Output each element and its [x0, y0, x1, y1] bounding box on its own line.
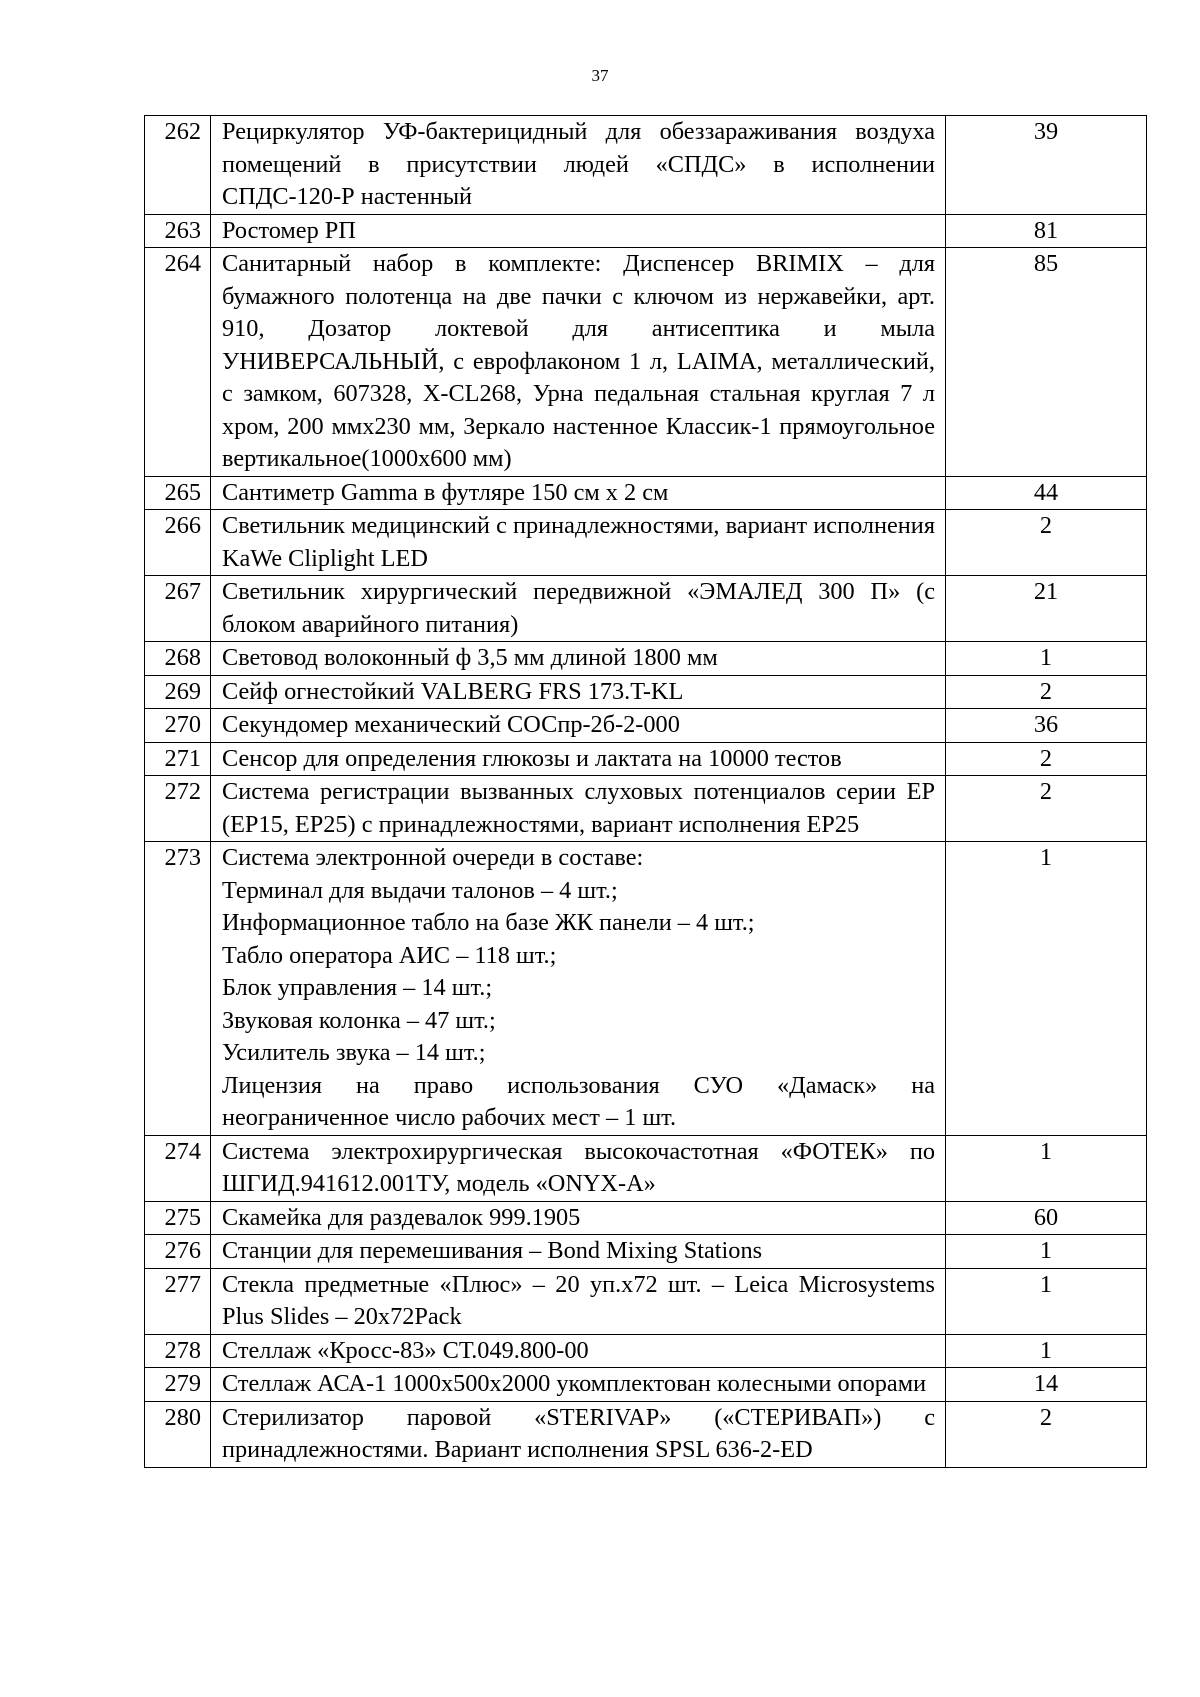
- item-name-line: Стеллаж АСА-1 1000х500х2000 укомплектован колесными опорами: [222, 1370, 927, 1397]
- item-name: [211, 214, 946, 248]
- item-name-line: Сейф огнестойкий VALBERG FRS 173.T-KL: [222, 677, 684, 705]
- row-number: 264: [145, 248, 211, 477]
- equipment-table-body: [145, 116, 1147, 1468]
- item-name: [211, 675, 946, 709]
- table-row: [145, 510, 1147, 576]
- item-quantity: 1: [946, 1268, 1147, 1334]
- item-quantity: 39: [946, 116, 1147, 215]
- item-name: [211, 1268, 946, 1334]
- item-name-line: Светильник хирургический передвижной «ЭМАЛЕД 300 П» (с блоком аварийного питания): [222, 578, 935, 638]
- table-row: [145, 642, 1147, 676]
- item-quantity: 21: [946, 576, 1147, 642]
- item-name: [211, 1201, 946, 1235]
- item-name-line: Звуковая колонка – 47 шт.;: [222, 1006, 496, 1034]
- item-name: [211, 1368, 946, 1402]
- row-number: 274: [145, 1135, 211, 1201]
- item-quantity: 81: [946, 214, 1147, 248]
- item-quantity: 1: [946, 1334, 1147, 1368]
- item-quantity: 1: [946, 1135, 1147, 1201]
- item-name-line: Станции для перемешивания – Bond Mixing Stations: [222, 1237, 763, 1264]
- item-name: [211, 842, 946, 1136]
- row-number: 273: [145, 842, 211, 1136]
- item-name: [211, 1235, 946, 1269]
- table-row: [145, 742, 1147, 776]
- item-quantity: 2: [946, 1401, 1147, 1467]
- item-name-line: Ростомер РП: [222, 216, 356, 244]
- table-row: [145, 1401, 1147, 1467]
- table-row: [145, 1201, 1147, 1235]
- item-name: [211, 1401, 946, 1467]
- item-name-line: Скамейка для раздевалок 999.1905: [222, 1203, 581, 1231]
- item-name: [211, 742, 946, 776]
- item-name-line: Система регистрации вызванных слуховых потенциалов серии EP (EP15, EP25) с принадлежностями, вариант исполнения EP25: [222, 778, 935, 838]
- item-name: [211, 1135, 946, 1201]
- item-quantity: 14: [946, 1368, 1147, 1402]
- item-name: [211, 776, 946, 842]
- item-name: [211, 510, 946, 576]
- table-row: [145, 116, 1147, 215]
- table-row: [145, 248, 1147, 477]
- item-name-line: Блок управления – 14 шт.;: [222, 974, 493, 1001]
- row-number: 267: [145, 576, 211, 642]
- row-number: 279: [145, 1368, 211, 1402]
- item-quantity: 85: [946, 248, 1147, 477]
- row-number: 280: [145, 1401, 211, 1467]
- item-name-line: Терминал для выдачи талонов – 4 шт.;: [222, 876, 618, 904]
- row-number: 278: [145, 1334, 211, 1368]
- table-row: [145, 675, 1147, 709]
- table-row: [145, 842, 1147, 1136]
- row-number: 262: [145, 116, 211, 215]
- item-quantity: 1: [946, 642, 1147, 676]
- page-number: 37: [591, 66, 609, 85]
- row-number: 265: [145, 476, 211, 510]
- item-quantity: 60: [946, 1201, 1147, 1235]
- row-number: 266: [145, 510, 211, 576]
- item-name-line: Лицензия на право использования СУО «Дамаск» на неограниченное число рабочих мест – 1 шт.: [222, 1071, 935, 1131]
- table-row: [145, 476, 1147, 510]
- item-quantity: 44: [946, 476, 1147, 510]
- item-name-line: Стерилизатор паровой «STERIVAP» («СТЕРИВАП») с принадлежностями. Вариант исполнения SPSL 636-2-ED: [222, 1403, 935, 1463]
- table-row: [145, 1368, 1147, 1402]
- table-row: [145, 1334, 1147, 1368]
- item-quantity: 2: [946, 776, 1147, 842]
- item-name-line: Система электрохирургическая высокочастотная «ФОТЕК» по ШГИД.941612.001ТУ, модель «ONYX-A»: [222, 1137, 935, 1197]
- item-name-line: Усилитель звука – 14 шт.;: [222, 1039, 486, 1066]
- item-quantity: 36: [946, 709, 1147, 743]
- row-number: 277: [145, 1268, 211, 1334]
- item-name-line: Секундомер механический СОСпр-2б-2-000: [222, 711, 680, 738]
- item-name: [211, 248, 946, 477]
- item-name: [211, 576, 946, 642]
- item-name-line: Светильник медицинский с принадлежностями, вариант исполнения KaWe Cliplight LED: [222, 512, 935, 572]
- item-quantity: 2: [946, 675, 1147, 709]
- item-name: [211, 709, 946, 743]
- item-name-line: Стеллаж «Кросс-83» СТ.049.800-00: [222, 1336, 589, 1364]
- item-name: [211, 116, 946, 215]
- item-name-line: Сенсор для определения глюкозы и лактата на 10000 тестов: [222, 744, 842, 772]
- row-number: 269: [145, 675, 211, 709]
- item-name-line: Стекла предметные «Плюс» – 20 уп.х72 шт. – Leica Microsystems Plus Slides – 20x72Pack: [222, 1270, 935, 1330]
- item-name-line: Табло оператора АИС – 118 шт.;: [222, 941, 557, 969]
- row-number: 270: [145, 709, 211, 743]
- table-row: [145, 1268, 1147, 1334]
- table-row: [145, 576, 1147, 642]
- item-quantity: 1: [946, 842, 1147, 1136]
- item-name: [211, 642, 946, 676]
- item-quantity: 2: [946, 510, 1147, 576]
- item-name-line: Сантиметр Gamma в футляре 150 см x 2 см: [222, 478, 669, 506]
- row-number: 271: [145, 742, 211, 776]
- equipment-table: [144, 115, 1147, 1468]
- table-row: [145, 1135, 1147, 1201]
- table-row: [145, 709, 1147, 743]
- row-number: 263: [145, 214, 211, 248]
- item-name-line: Система электронной очереди в составе:: [222, 844, 644, 871]
- row-number: 276: [145, 1235, 211, 1269]
- table-row: [145, 1235, 1147, 1269]
- item-quantity: 1: [946, 1235, 1147, 1269]
- item-name: [211, 1334, 946, 1368]
- table-row: [145, 776, 1147, 842]
- row-number: 275: [145, 1201, 211, 1235]
- row-number: 272: [145, 776, 211, 842]
- row-number: 268: [145, 642, 211, 676]
- item-name-line: Рециркулятор УФ-бактерицидный для обеззараживания воздуха помещений в присутствии людей «СПДС» в исполнении СПДС-120-Р настенный: [222, 118, 935, 210]
- item-name: [211, 476, 946, 510]
- table-row: [145, 214, 1147, 248]
- item-name-line: Информационное табло на базе ЖК панели – 4 шт.;: [222, 909, 755, 936]
- item-name-line: Санитарный набор в комплекте: Диспенсер BRIMIX – для бумажного полотенца на две пачки с ключом из нержавейки, арт. 910, Дозатор локтевой для антисептика и мыла УНИВЕРСАЛЬНЫЙ, с еврофлаконом 1 л, LAIMA, металлический, с замком, 607328, X-CL268, Урна педальная стальная круглая 7 л хром, 200 ммх230 мм, Зеркало настенное Классик-1 прямоугольное вертикальное(1000х600 мм): [222, 250, 935, 472]
- item-name-line: Световод волоконный ф 3,5 мм длиной 1800 мм: [222, 644, 718, 671]
- item-quantity: 2: [946, 742, 1147, 776]
